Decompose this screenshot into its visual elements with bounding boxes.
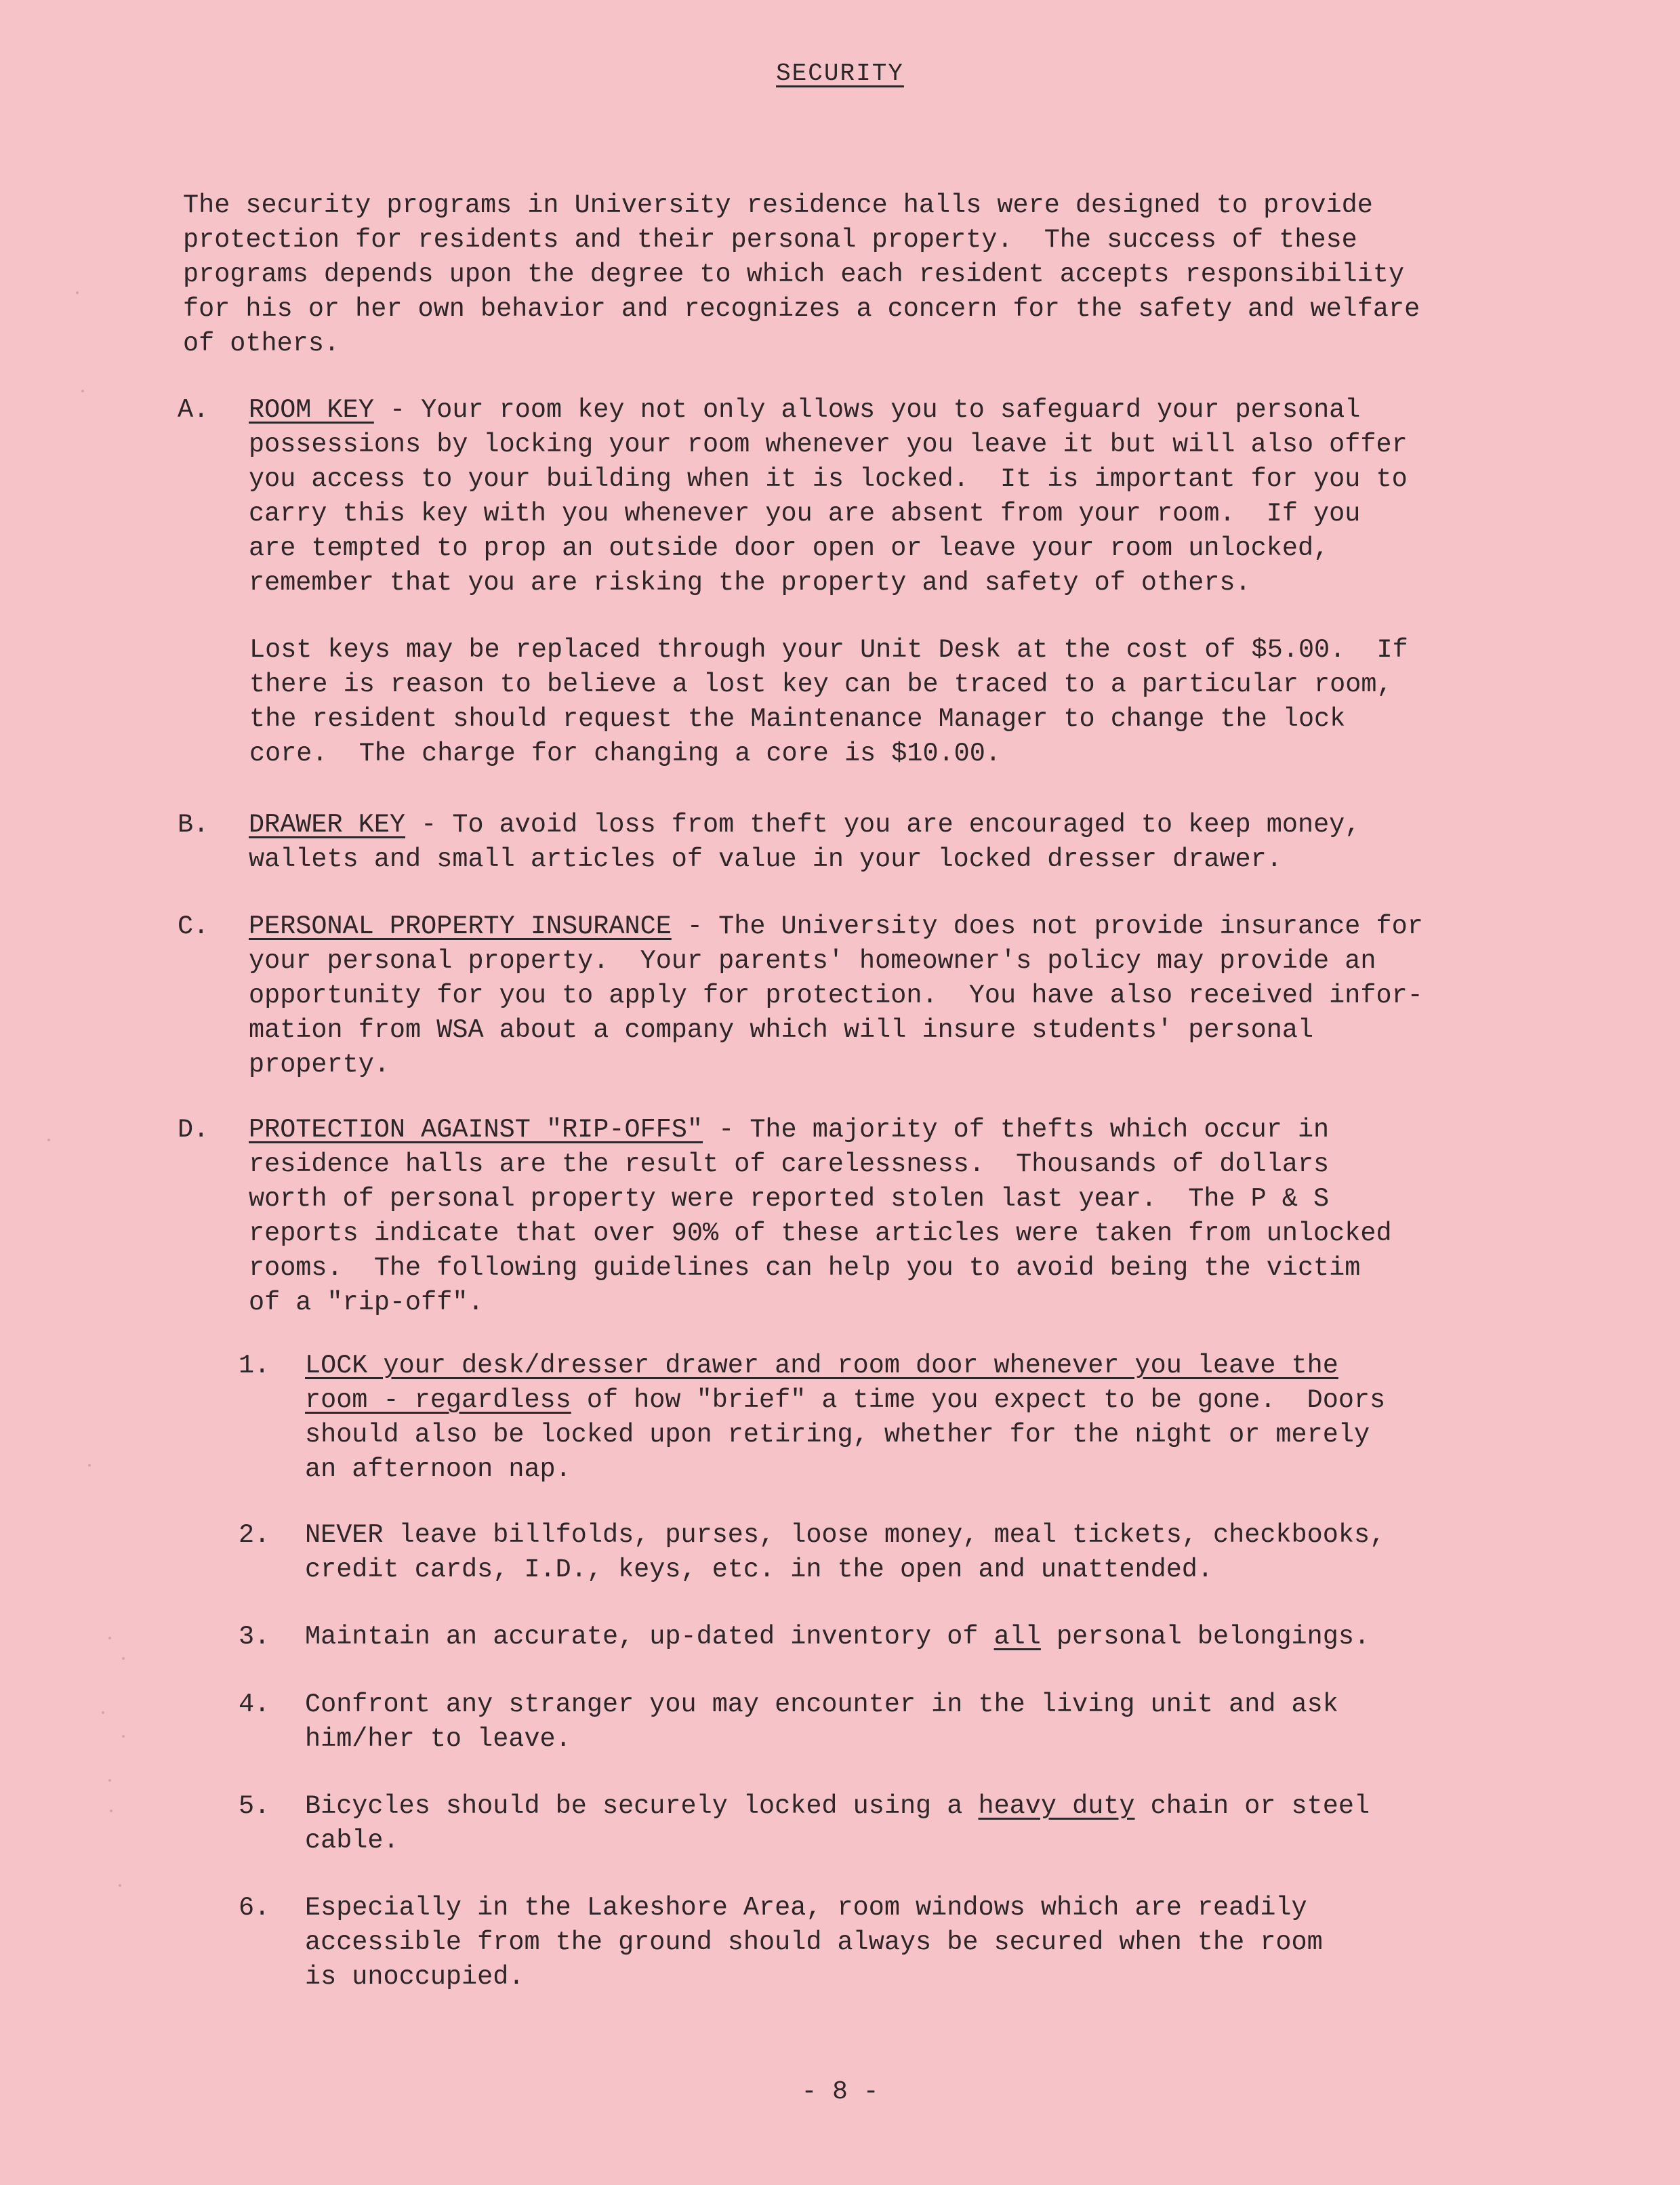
intro-line: programs depends upon the degree to which each resident accepts responsibility bbox=[183, 260, 1405, 289]
section-heading: DRAWER KEY bbox=[249, 810, 406, 840]
section-letter: D. bbox=[178, 1115, 209, 1145]
section-line: possessions by locking your room whenever you leave it but will also offer bbox=[249, 430, 1408, 460]
section-line: remember that you are risking the property and safety of others. bbox=[249, 568, 1251, 598]
section-letter: B. bbox=[178, 810, 209, 840]
paragraph-line: there is reason to believe a lost key can be traced to a particular room, bbox=[249, 670, 1393, 699]
section-letter: C. bbox=[178, 912, 209, 941]
item-number: 2. bbox=[239, 1520, 270, 1550]
section-letter: A. bbox=[178, 395, 209, 425]
item-line: LOCK your desk/dresser drawer and room door whenever you leave the bbox=[305, 1351, 1338, 1381]
paragraph-line: core. The charge for changing a core is $10.00. bbox=[249, 739, 1001, 769]
section-line: wallets and small articles of value in your locked dresser drawer. bbox=[249, 844, 1282, 874]
paper-speck bbox=[122, 1657, 125, 1660]
section-line: reports indicate that over 90% of these articles were taken from unlocked bbox=[249, 1219, 1392, 1248]
item-line: credit cards, I.D., keys, etc. in the open and unattended. bbox=[305, 1555, 1214, 1585]
paper-speck bbox=[119, 1884, 121, 1887]
item-line: NEVER leave billfolds, purses, loose money, meal tickets, checkbooks, bbox=[305, 1520, 1386, 1550]
item-line: of how "brief" a time you expect to be gone. Doors bbox=[571, 1385, 1386, 1415]
page-title: SECURITY bbox=[776, 60, 904, 87]
item-line: Especially in the Lakeshore Area, room windows which are readily bbox=[305, 1893, 1307, 1923]
item-line: Confront any stranger you may encounter in the living unit and ask bbox=[305, 1690, 1338, 1719]
intro-paragraph bbox=[183, 188, 1545, 361]
intro-line: for his or her own behavior and recognizes a concern for the safety and welfare bbox=[183, 294, 1420, 324]
item-line: accessible from the ground should always be secured when the room bbox=[305, 1927, 1323, 1957]
section-line: your personal property. Your parents' homeowner's policy may provide an bbox=[249, 946, 1376, 976]
item-line: chain or steel bbox=[1134, 1791, 1370, 1821]
paper-speck bbox=[122, 1735, 125, 1738]
item-line: should also be locked upon retiring, whether for the night or merely bbox=[305, 1420, 1370, 1450]
item-line: Bicycles should be securely locked using a bbox=[305, 1791, 979, 1821]
item-line: cable. bbox=[305, 1826, 399, 1856]
section-line: worth of personal property were reported stolen last year. The P & S bbox=[249, 1184, 1330, 1214]
item-number: 4. bbox=[239, 1690, 270, 1719]
section-line: property. bbox=[249, 1050, 390, 1080]
section-line: rooms. The following guidelines can help you to avoid being the victim bbox=[249, 1253, 1361, 1283]
item-line: Maintain an accurate, up-dated inventory of bbox=[305, 1622, 994, 1652]
section-line: you access to your building when it is locked. It is important for you to bbox=[249, 464, 1408, 494]
section-line: opportunity for you to apply for protection. You have also received infor- bbox=[249, 981, 1423, 1010]
section-line: residence halls are the result of carelessness. Thousands of dollars bbox=[249, 1149, 1330, 1179]
item-line: an afternoon nap. bbox=[305, 1454, 571, 1484]
section-line: - The majority of thefts which occur in bbox=[703, 1115, 1330, 1145]
paragraph-line: the resident should request the Maintenance Manager to change the lock bbox=[249, 704, 1346, 734]
page-number: - 8 - bbox=[801, 2077, 879, 2106]
paper-speck bbox=[76, 291, 79, 294]
lost-keys-paragraph bbox=[249, 633, 1408, 771]
section-line: - To avoid loss from theft you are encouraged to keep money, bbox=[405, 810, 1361, 840]
paper-speck bbox=[47, 1139, 50, 1141]
paragraph-line: Lost keys may be replaced through your Unit Desk at the cost of $5.00. If bbox=[249, 635, 1408, 665]
paper-speck bbox=[81, 390, 84, 392]
paper-speck bbox=[108, 1779, 111, 1782]
item-line: him/her to leave. bbox=[305, 1724, 571, 1754]
item-underlined-text: room - regardless bbox=[305, 1385, 571, 1415]
section-heading: PERSONAL PROPERTY INSURANCE bbox=[249, 912, 672, 941]
item-number: 1. bbox=[239, 1351, 270, 1381]
section-line: - The University does not provide insurance for bbox=[671, 912, 1423, 941]
section-line: are tempted to prop an outside door open or leave your room unlocked, bbox=[249, 533, 1330, 563]
section-line: - Your room key not only allows you to safeguard your personal bbox=[373, 395, 1361, 425]
paper-speck bbox=[88, 1464, 91, 1467]
section-line: mation from WSA about a company which will insure students' personal bbox=[249, 1015, 1314, 1045]
item-line: personal belongings. bbox=[1040, 1622, 1370, 1652]
item-underlined-text: all bbox=[993, 1622, 1041, 1652]
item-number: 6. bbox=[239, 1893, 270, 1923]
paper-speck bbox=[102, 1711, 104, 1714]
section-heading: PROTECTION AGAINST "RIP-OFFS" bbox=[249, 1115, 703, 1145]
intro-line: The security programs in University residence halls were designed to provide bbox=[183, 190, 1373, 220]
item-underlined-text: heavy duty bbox=[978, 1791, 1135, 1821]
section-line: carry this key with you whenever you are absent from your room. If you bbox=[249, 499, 1361, 529]
intro-line: protection for residents and their personal property. The success of these bbox=[183, 225, 1357, 255]
intro-line: of others. bbox=[183, 329, 340, 359]
item-number: 3. bbox=[239, 1622, 270, 1652]
section-line: of a "rip-off". bbox=[249, 1288, 484, 1318]
item-line: is unoccupied. bbox=[305, 1962, 525, 1992]
paper-speck bbox=[110, 1810, 112, 1812]
section-heading: ROOM KEY bbox=[249, 395, 374, 425]
item-number: 5. bbox=[239, 1791, 270, 1821]
paper-speck bbox=[108, 1637, 111, 1639]
